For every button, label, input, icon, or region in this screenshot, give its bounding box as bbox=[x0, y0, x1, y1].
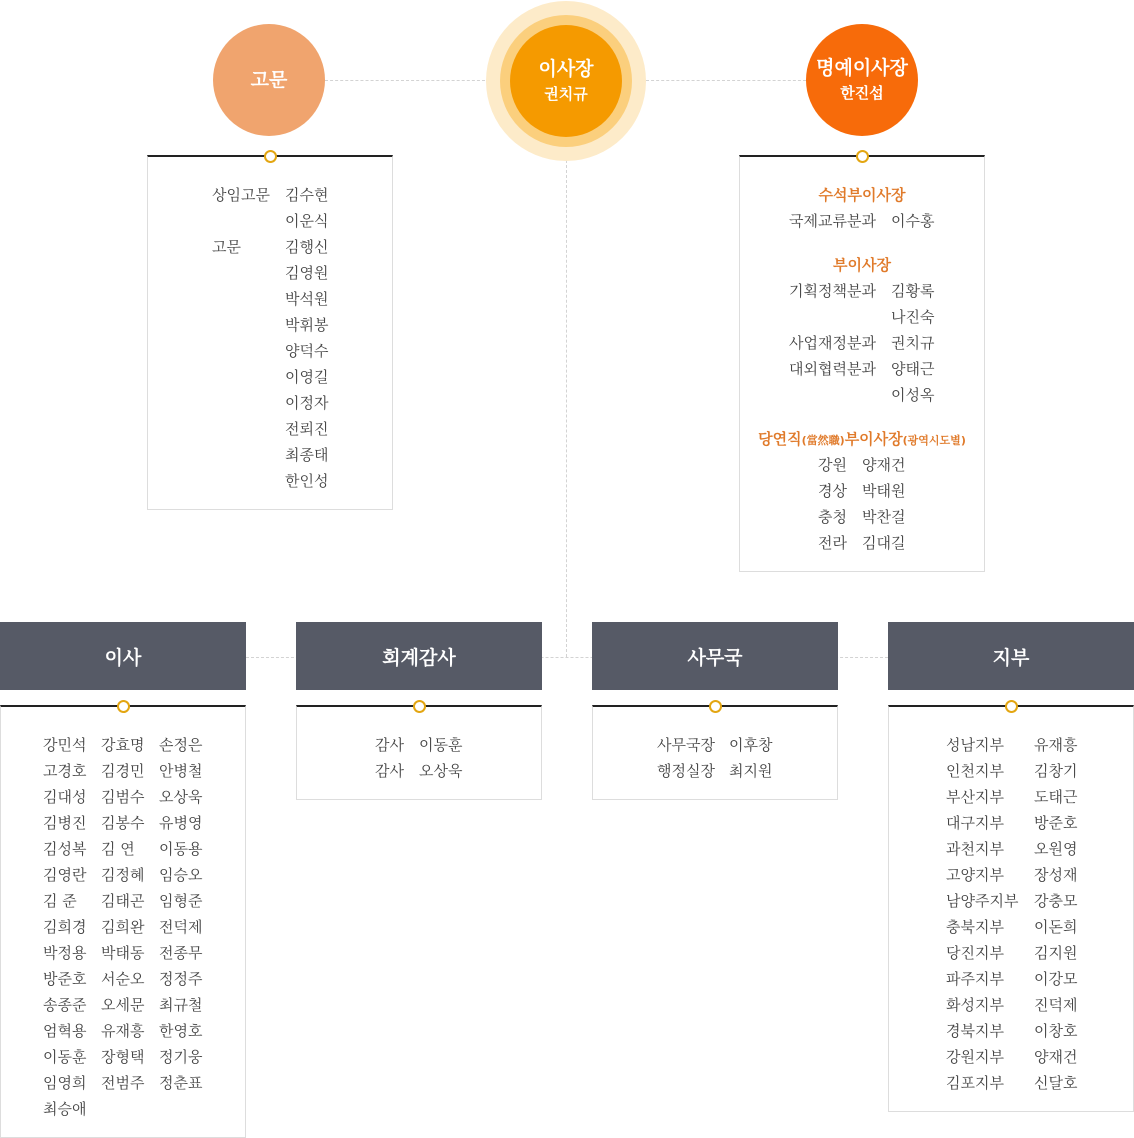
member-name: 강충모 bbox=[1034, 892, 1078, 910]
director-name: 김태곤 bbox=[101, 892, 145, 910]
director-name: 김희경 bbox=[43, 918, 87, 936]
member-row bbox=[946, 940, 1077, 966]
branches-box bbox=[888, 705, 1134, 1112]
director-name: 전종무 bbox=[159, 944, 203, 962]
member-name: 오상욱 bbox=[419, 762, 463, 780]
member-row bbox=[212, 234, 328, 260]
director-name: 이동용 bbox=[159, 840, 203, 858]
member-row bbox=[375, 758, 462, 784]
member-name: 권치규 bbox=[891, 334, 935, 352]
member-role bbox=[212, 260, 285, 286]
director-row bbox=[43, 1044, 217, 1070]
member-name: 이돈희 bbox=[1034, 918, 1078, 936]
chairman-circle bbox=[510, 25, 622, 137]
member-role bbox=[212, 312, 285, 338]
member-role bbox=[789, 304, 891, 330]
director-name: 한영호 bbox=[159, 1022, 203, 1040]
member-row bbox=[946, 862, 1077, 888]
member-name: 김행신 bbox=[285, 238, 329, 256]
connector-dot bbox=[1005, 700, 1018, 713]
director-name: 김 준 bbox=[43, 892, 77, 910]
director-name: 김영란 bbox=[43, 866, 87, 884]
member-row bbox=[818, 452, 905, 478]
director-row bbox=[43, 940, 217, 966]
director-name: 김희완 bbox=[101, 918, 145, 936]
director-row bbox=[43, 758, 217, 784]
member-role: 인천지부 bbox=[946, 762, 1004, 780]
member-name: 박찬걸 bbox=[862, 508, 906, 526]
connector-dot bbox=[709, 700, 722, 713]
member-name: 김대길 bbox=[862, 534, 906, 552]
connector-dot bbox=[117, 700, 130, 713]
member-name: 양재건 bbox=[862, 456, 906, 474]
connector-dot bbox=[264, 150, 277, 163]
member-role bbox=[212, 364, 285, 390]
director-name: 방준호 bbox=[43, 970, 87, 988]
director-name: 김성복 bbox=[43, 840, 87, 858]
member-role: 국제교류분과 bbox=[789, 212, 876, 230]
director-name: 김범수 bbox=[101, 788, 145, 806]
connector-dot bbox=[856, 150, 869, 163]
honorary-circle bbox=[806, 24, 918, 136]
director-name: 정춘표 bbox=[159, 1074, 203, 1092]
director-name: 안병철 bbox=[159, 762, 203, 780]
member-role bbox=[212, 416, 285, 442]
secretariat-header: 사무국 bbox=[592, 622, 838, 690]
member-row bbox=[946, 888, 1077, 914]
director-name: 최승애 bbox=[43, 1100, 87, 1118]
member-role: 충청 bbox=[818, 508, 847, 526]
member-role: 사무국장 bbox=[657, 736, 715, 754]
member-role bbox=[212, 390, 285, 416]
director-name: 임영희 bbox=[43, 1074, 87, 1092]
director-row bbox=[43, 914, 217, 940]
member-row bbox=[657, 758, 772, 784]
member-role: 부산지부 bbox=[946, 788, 1004, 806]
member-row bbox=[946, 1044, 1077, 1070]
member-name: 이정자 bbox=[285, 394, 329, 412]
member-row bbox=[789, 330, 934, 356]
member-row bbox=[946, 836, 1077, 862]
ex-officio-title-c: 부이사장 bbox=[844, 430, 903, 448]
member-role: 당진지부 bbox=[946, 944, 1004, 962]
member-row bbox=[212, 312, 328, 338]
member-name: 김창기 bbox=[1034, 762, 1078, 780]
director-name: 이동훈 bbox=[43, 1048, 87, 1066]
member-role: 성남지부 bbox=[946, 736, 1004, 754]
member-name: 이창호 bbox=[1034, 1022, 1078, 1040]
director-name: 장형택 bbox=[101, 1048, 145, 1066]
member-name: 김지원 bbox=[1034, 944, 1078, 962]
director-name: 엄혁용 bbox=[43, 1022, 87, 1040]
director-name: 김경민 bbox=[101, 762, 145, 780]
member-row bbox=[657, 732, 772, 758]
directors-header: 이사 bbox=[0, 622, 246, 690]
member-role: 상임고문 bbox=[212, 186, 270, 204]
member-role: 고문 bbox=[212, 238, 241, 256]
branches-header: 지부 bbox=[888, 622, 1134, 690]
member-row bbox=[946, 732, 1077, 758]
connector-dot bbox=[413, 700, 426, 713]
senior-vp-title: 수석부이사장 bbox=[818, 186, 906, 204]
member-name: 이수홍 bbox=[891, 212, 935, 230]
advisor-box bbox=[147, 155, 393, 510]
connector-chairman-down bbox=[566, 160, 567, 657]
member-name: 박태원 bbox=[862, 482, 906, 500]
member-row bbox=[212, 208, 328, 234]
member-name: 유재흥 bbox=[1034, 736, 1078, 754]
ex-officio-title bbox=[740, 426, 984, 454]
director-name: 송종준 bbox=[43, 996, 87, 1014]
member-role: 행정실장 bbox=[657, 762, 715, 780]
member-role: 화성지부 bbox=[946, 996, 1004, 1014]
member-row bbox=[212, 442, 328, 468]
member-name: 최종태 bbox=[285, 446, 329, 464]
director-name: 박태동 bbox=[101, 944, 145, 962]
member-role bbox=[212, 468, 285, 494]
director-name: 서순오 bbox=[101, 970, 145, 988]
member-row bbox=[212, 182, 328, 208]
director-name: 강민석 bbox=[43, 736, 87, 754]
director-name: 강효명 bbox=[101, 736, 145, 754]
member-row bbox=[818, 478, 905, 504]
member-role bbox=[212, 442, 285, 468]
member-name: 한인성 bbox=[285, 472, 329, 490]
member-role: 경상 bbox=[818, 482, 847, 500]
director-name: 김병진 bbox=[43, 814, 87, 832]
member-name: 도태근 bbox=[1034, 788, 1078, 806]
connector-advisor-chairman bbox=[325, 80, 485, 81]
member-row bbox=[946, 992, 1077, 1018]
chairman-title: 이사장 bbox=[538, 58, 594, 80]
member-name: 이성옥 bbox=[891, 386, 935, 404]
director-name: 임승오 bbox=[159, 866, 203, 884]
member-row bbox=[818, 504, 905, 530]
director-name: 유재흥 bbox=[101, 1022, 145, 1040]
director-name: 오상욱 bbox=[159, 788, 203, 806]
member-row bbox=[789, 208, 934, 234]
member-row bbox=[946, 1018, 1077, 1044]
member-name: 양재건 bbox=[1034, 1048, 1078, 1066]
member-row bbox=[212, 364, 328, 390]
member-row bbox=[946, 966, 1077, 992]
director-name: 정기웅 bbox=[159, 1048, 203, 1066]
member-role: 과천지부 bbox=[946, 840, 1004, 858]
director-row bbox=[43, 1070, 217, 1096]
member-row bbox=[946, 758, 1077, 784]
director-name: 유병영 bbox=[159, 814, 203, 832]
ex-officio-title-a: 당연직 bbox=[758, 430, 802, 448]
director-name: 김대성 bbox=[43, 788, 87, 806]
chairman-halo bbox=[486, 1, 646, 161]
honorary-box bbox=[739, 155, 985, 572]
member-row bbox=[946, 784, 1077, 810]
member-name: 이영길 bbox=[285, 368, 329, 386]
member-row bbox=[946, 810, 1077, 836]
member-role: 감사 bbox=[375, 762, 404, 780]
member-row bbox=[212, 416, 328, 442]
director-row bbox=[43, 784, 217, 810]
member-name: 이운식 bbox=[285, 212, 329, 230]
director-row bbox=[43, 1096, 217, 1122]
secretariat-box bbox=[592, 705, 838, 800]
member-name: 이후창 bbox=[729, 736, 773, 754]
member-row bbox=[212, 468, 328, 494]
member-name: 신달호 bbox=[1034, 1074, 1078, 1092]
member-name: 김황록 bbox=[891, 282, 935, 300]
connector-chairman-honorary bbox=[646, 80, 806, 81]
member-row bbox=[789, 356, 934, 382]
member-name: 양태근 bbox=[891, 360, 935, 378]
director-name: 전덕제 bbox=[159, 918, 203, 936]
member-name: 박석원 bbox=[285, 290, 329, 308]
member-role: 전라 bbox=[818, 534, 847, 552]
director-row bbox=[43, 862, 217, 888]
member-name: 최지원 bbox=[729, 762, 773, 780]
directors-box bbox=[0, 705, 246, 1138]
director-name: 박정용 bbox=[43, 944, 87, 962]
member-role: 감사 bbox=[375, 736, 404, 754]
advisor-title: 고문 bbox=[250, 69, 288, 91]
member-row bbox=[789, 278, 934, 304]
member-role bbox=[789, 382, 891, 408]
chairman-name: 권치규 bbox=[544, 85, 588, 103]
director-name: 정정주 bbox=[159, 970, 203, 988]
member-row bbox=[212, 390, 328, 416]
director-name: 오세문 bbox=[101, 996, 145, 1014]
director-name: 고경호 bbox=[43, 762, 87, 780]
director-row bbox=[43, 1018, 217, 1044]
ex-officio-title-b: (當然職) bbox=[801, 434, 845, 447]
honorary-name: 한진섭 bbox=[840, 84, 884, 102]
member-name: 진덕제 bbox=[1034, 996, 1078, 1014]
director-row bbox=[43, 732, 217, 758]
director-row bbox=[43, 810, 217, 836]
director-name: 김 연 bbox=[101, 840, 135, 858]
member-name: 박휘봉 bbox=[285, 316, 329, 334]
director-row bbox=[43, 966, 217, 992]
director-name: 임형준 bbox=[159, 892, 203, 910]
member-role: 파주지부 bbox=[946, 970, 1004, 988]
member-row bbox=[212, 338, 328, 364]
member-role: 대구지부 bbox=[946, 814, 1004, 832]
member-role: 경북지부 bbox=[946, 1022, 1004, 1040]
director-name: 손정은 bbox=[159, 736, 203, 754]
member-role bbox=[212, 286, 285, 312]
member-role: 강원지부 bbox=[946, 1048, 1004, 1066]
director-name: 김정혜 bbox=[101, 866, 145, 884]
member-role: 강원 bbox=[818, 456, 847, 474]
advisor-circle bbox=[213, 24, 325, 136]
director-name: 김봉수 bbox=[101, 814, 145, 832]
director-row bbox=[43, 992, 217, 1018]
member-role: 고양지부 bbox=[946, 866, 1004, 884]
director-name: 전범주 bbox=[101, 1074, 145, 1092]
member-name: 이강모 bbox=[1034, 970, 1078, 988]
member-name: 오원영 bbox=[1034, 840, 1078, 858]
member-name: 장성재 bbox=[1034, 866, 1078, 884]
director-row bbox=[43, 888, 217, 914]
auditors-box bbox=[296, 705, 542, 800]
member-name: 양덕수 bbox=[285, 342, 329, 360]
member-role: 사업재정분과 bbox=[789, 334, 876, 352]
member-row bbox=[946, 914, 1077, 940]
director-name: 최규철 bbox=[159, 996, 203, 1014]
member-name: 김수현 bbox=[285, 186, 329, 204]
director-name bbox=[101, 1096, 159, 1122]
ex-officio-title-d: (광역시도별) bbox=[902, 434, 966, 447]
member-row bbox=[212, 260, 328, 286]
member-row bbox=[789, 304, 934, 330]
vp-title: 부이사장 bbox=[833, 256, 891, 274]
member-row bbox=[212, 286, 328, 312]
chairman-ring bbox=[500, 15, 632, 147]
director-row bbox=[43, 836, 217, 862]
member-role: 대외협력분과 bbox=[789, 360, 876, 378]
member-row bbox=[375, 732, 462, 758]
member-name: 이동훈 bbox=[419, 736, 463, 754]
member-role: 김포지부 bbox=[946, 1074, 1004, 1092]
member-name: 김영원 bbox=[285, 264, 329, 282]
member-role: 충북지부 bbox=[946, 918, 1004, 936]
auditors-header: 회계감사 bbox=[296, 622, 542, 690]
member-name: 전뢰진 bbox=[285, 420, 329, 438]
member-row bbox=[789, 382, 934, 408]
member-row bbox=[818, 530, 905, 556]
member-role: 남양주지부 bbox=[946, 892, 1019, 910]
member-role: 기획정책분과 bbox=[789, 282, 876, 300]
member-row bbox=[946, 1070, 1077, 1096]
director-name bbox=[159, 1096, 217, 1122]
member-name: 나진숙 bbox=[891, 308, 935, 326]
member-name: 방준호 bbox=[1034, 814, 1078, 832]
honorary-title: 명예이사장 bbox=[816, 57, 908, 79]
member-role bbox=[212, 208, 285, 234]
member-role bbox=[212, 338, 285, 364]
